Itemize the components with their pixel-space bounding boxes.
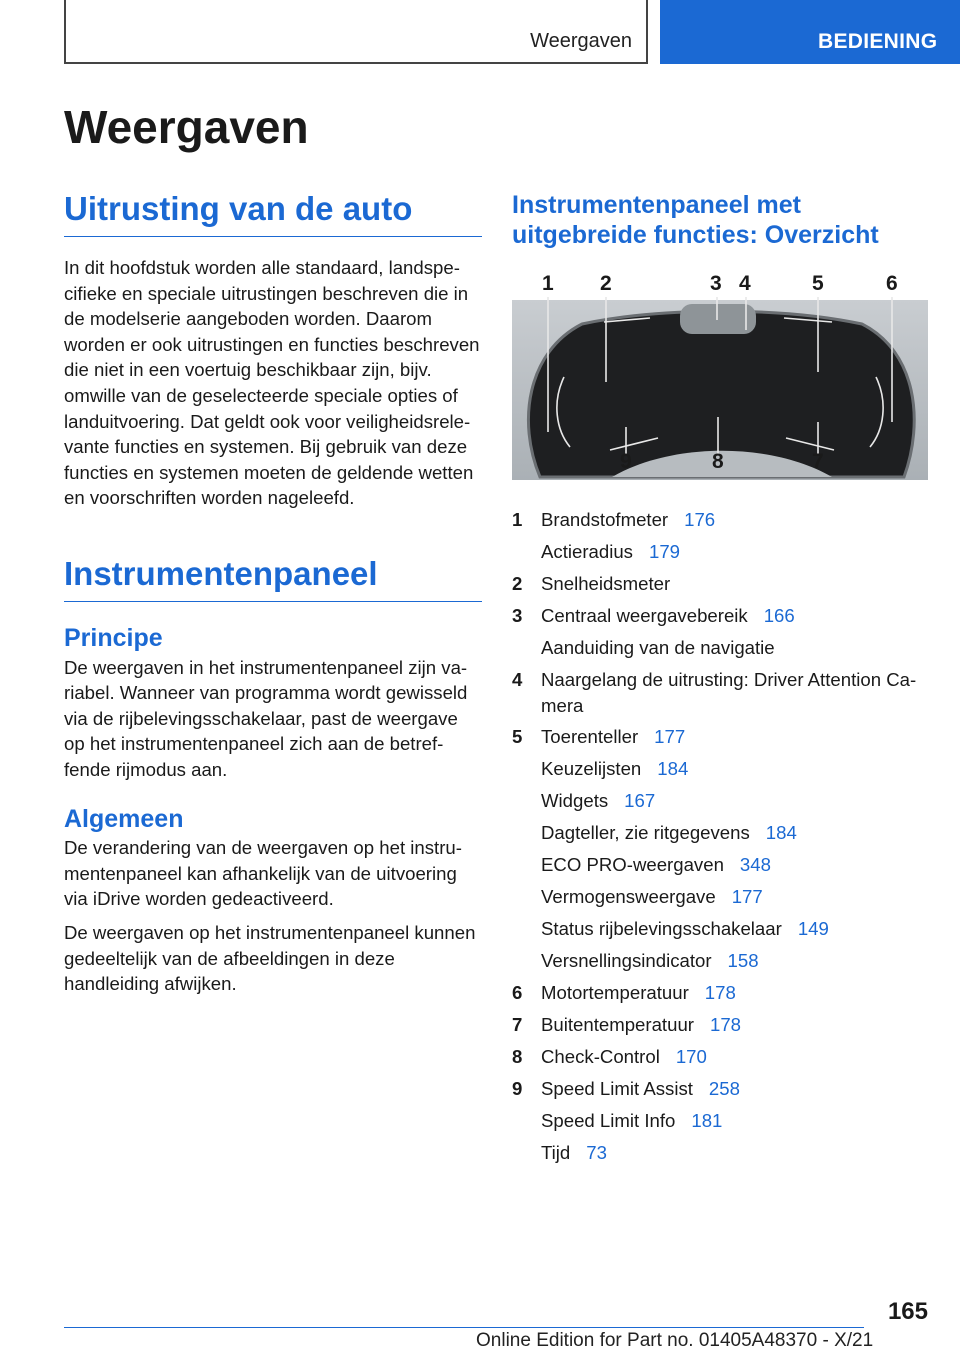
list-item-label: Widgets [541,790,609,812]
figure-label-8: 8 [712,450,724,473]
overview-heading: Instrumentenpaneel met uitgebreide functies: Overzicht [512,191,879,249]
figure-label-5: 5 [812,272,824,295]
list-item [512,536,928,568]
page-reference-link[interactable]: 149 [797,918,829,940]
list-item [512,913,928,945]
page-reference-link[interactable]: 167 [624,790,656,812]
list-item [512,1041,928,1073]
list-item-number [512,913,541,945]
page-reference-link[interactable]: 73 [586,1142,607,1164]
list-item [512,785,928,817]
page-reference-link[interactable]: 181 [691,1110,723,1132]
list-item-label: Status rijbelevingsschakelaar [541,918,782,940]
list-item-number [512,849,541,881]
list-item-label: Toerenteller [541,726,639,748]
list-item [512,881,928,913]
left-column [64,190,482,997]
list-item [512,1009,928,1041]
list-item [512,1105,928,1137]
list-item [512,721,928,753]
page-reference-link[interactable]: 166 [763,605,795,626]
page-reference-link[interactable]: 179 [648,541,681,562]
list-item-label: Dagteller, zie ritgegevens [541,822,750,844]
page-reference-link[interactable]: 177 [731,886,763,908]
list-item-label: Snelheidsmeter [541,573,671,594]
list-item-number: 9 [512,1078,523,1100]
list-item-number [512,881,541,913]
list-item-number [512,1137,541,1169]
list-item-number: 6 [512,982,523,1004]
list-item-number: 8 [512,1046,523,1068]
algemeen-paragraph-1: De verandering van de weergaven op het instrumentenpaneel kan afhankelijk van de uitvoering via iDrive worden gedeactiveerd. [64,837,462,910]
list-item-number [512,817,541,849]
list-item-label: ECO PRO-weergaven [541,854,724,876]
list-item [512,753,928,785]
list-item-number [512,785,541,817]
list-item-number [512,753,541,785]
subheading-principe: Principe [64,623,163,652]
page-reference-link[interactable]: 348 [739,854,771,876]
list-item [512,632,928,664]
page-title: Weergaven [64,101,309,153]
list-item-label: Naargelang de uitrusting: Driver Attention Camera [541,669,917,716]
page-reference-link[interactable]: 178 [709,1014,742,1036]
list-item [512,977,928,1009]
list-item [512,504,928,536]
figure-label-9: 9 [620,450,632,473]
page-reference-link[interactable]: 184 [765,822,797,844]
page-reference-link[interactable]: 184 [657,758,689,780]
list-item-label: Motortemperatuur [541,982,689,1004]
list-item-number [512,632,541,664]
right-column [512,190,928,1169]
page-reference-link[interactable]: 177 [654,726,686,748]
list-item-number: 1 [512,509,523,530]
footer-divider [64,1327,864,1328]
list-item-label: Aanduiding van de navigatie [541,637,775,658]
list-item [512,1137,928,1169]
list-item-number: 5 [512,726,523,748]
list-item-label: Check-Control [541,1046,660,1068]
list-item-label: Keuzelijsten [541,758,642,780]
page-reference-link[interactable]: 178 [704,982,736,1004]
uitrusting-paragraph: In dit hoofdstuk worden alle standaard, landspecifieke en speciale uitrustingen beschreven die in de modelserie aangeboden worden. Daarom worden er ook uitrustingen en functies beschreven die niet in een voertuig beschikbaar zijn, bijv. omwille van de geselecteerde speciale opties of landuitvoering. Dat geldt ook voor veiligheidsrelevante functies en systemen. Bij gebruik van deze functies en systemen moeten de geldende wetten en voorschriften worden nageleefd. [64,256,480,509]
list-item-label: Speed Limit Assist [541,1078,693,1100]
page-reference-link[interactable]: 158 [727,950,759,972]
subheading-algemeen: Algemeen [64,804,184,833]
list-item-label: Buitentemperatuur [541,1014,694,1036]
list-item-label: Speed Limit Info [541,1110,676,1132]
page-number: 165 [887,1298,928,1325]
section-heading-instrumentenpaneel: Instrumentenpaneel [64,555,482,602]
list-item-number: 7 [512,1014,523,1036]
legend-list [512,504,928,1169]
list-item [512,600,928,632]
list-item [512,568,928,600]
figure-label-3: 3 [710,272,722,295]
figure-label-2: 2 [600,272,612,295]
list-item-label: Vermogensweergave [541,886,716,908]
algemeen-paragraph-2: De weergaven op het instrumentenpaneel kunnen gedeeltelijk van de afbeeldingen in deze handleiding afwijken. [64,922,476,995]
list-item [512,1073,928,1105]
footer-edition: Online Edition for Part no. 01405A48370 - X/21 [476,1330,874,1351]
list-item-number: 3 [512,605,523,626]
list-item-number [512,945,541,977]
list-item-number: 2 [512,573,523,594]
figure-label-6: 6 [886,272,898,295]
page-reference-link[interactable]: 258 [708,1078,740,1100]
list-item [512,945,928,977]
page-reference-link[interactable]: 170 [675,1046,707,1068]
principe-paragraph: De weergaven in het instrumentenpaneel zijn variabel. Wanneer van programma wordt gewisseld via de rijbelevingsschakelaar, past de weergave op het instrumentenpaneel zich aan de betreffende rijmodus aan. [64,656,468,780]
page-reference-link[interactable]: 176 [684,509,716,530]
figure-label-1: 1 [542,272,554,295]
list-item [512,817,928,849]
list-item-label: Actieradius [541,541,633,562]
list-item-label: Versnellingsindicator [541,950,712,972]
list-item-number: 4 [512,669,523,690]
list-item-label: Centraal weergavebereik [541,605,748,626]
header-frame [64,0,648,64]
instrument-panel-illustration [512,272,928,492]
figure-label-4: 4 [739,272,751,295]
list-item [512,664,928,721]
figure-label-7: 7 [812,450,824,473]
header-chapter-tab: BEDIENING [660,0,960,64]
list-item-label: Tijd [541,1142,571,1164]
list-item-number [512,1105,541,1137]
section-heading-uitrusting: Uitrusting van de auto [64,190,482,237]
list-item-number [512,536,541,568]
list-item [512,849,928,881]
list-item-label: Brandstofmeter [541,509,669,530]
header-section-title: Weergaven [530,30,632,52]
